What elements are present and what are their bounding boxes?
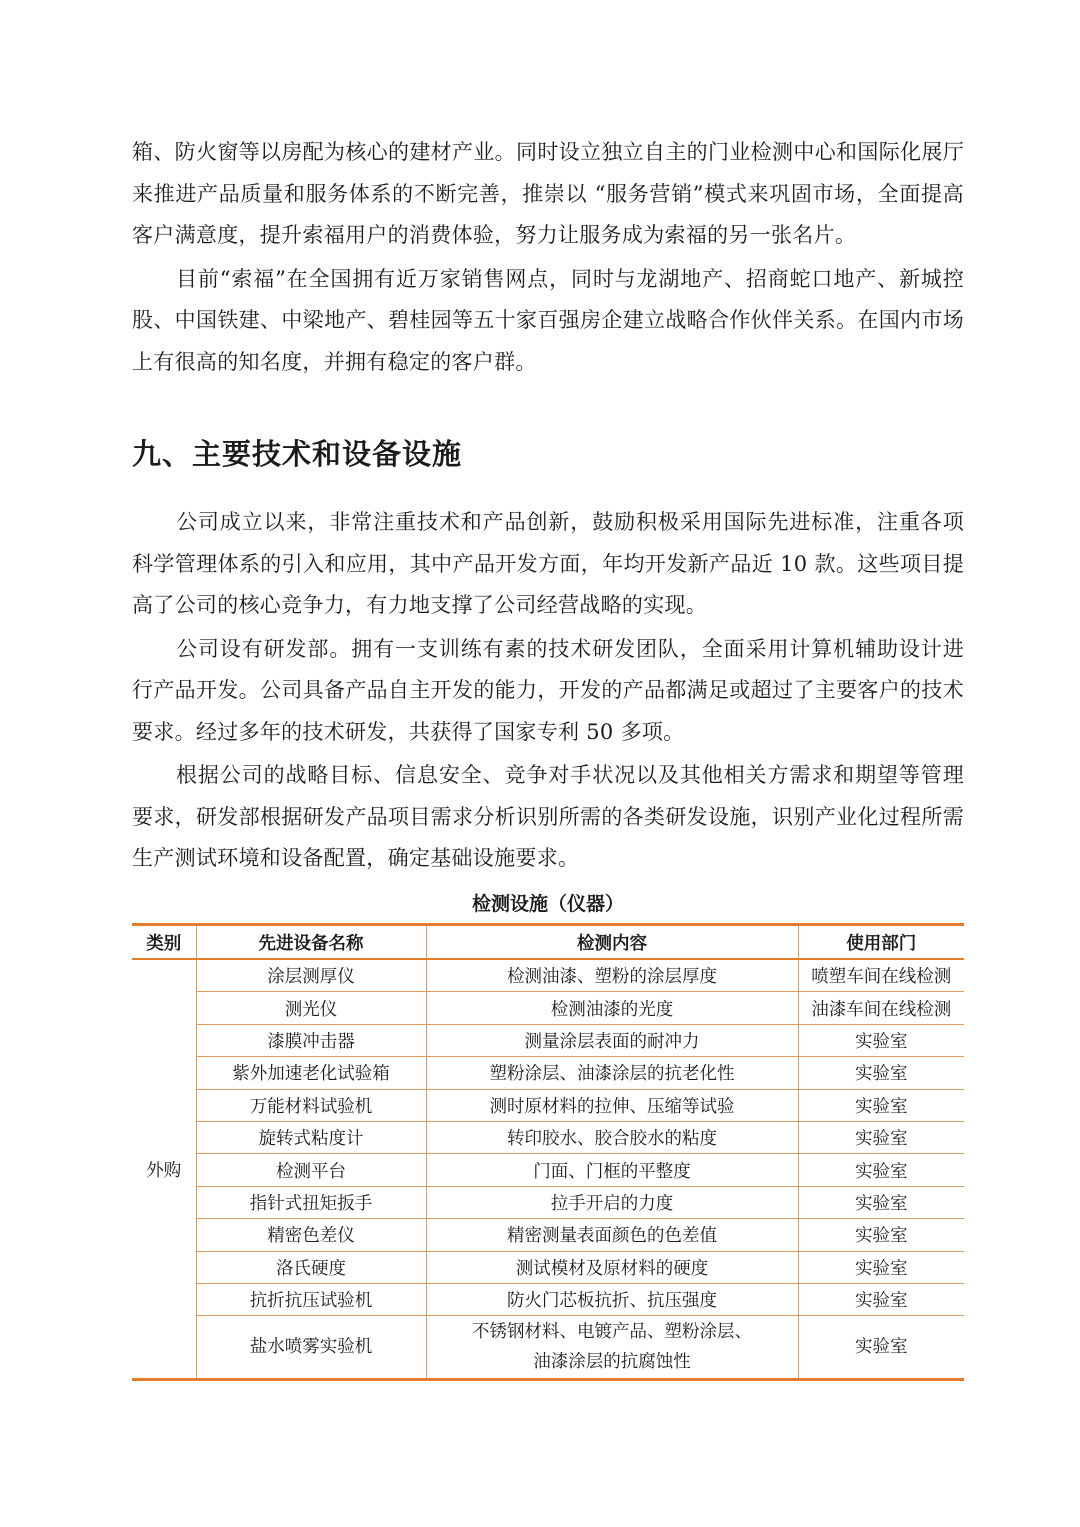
department: 实验室 <box>798 1154 964 1186</box>
test-content: 防火门芯板抗折、抗压强度 <box>426 1283 798 1315</box>
category-cell: 外购 <box>132 959 196 1380</box>
equipment-name: 涂层测厚仪 <box>196 959 426 992</box>
test-content: 测时原材料的拉伸、压缩等试验 <box>426 1089 798 1121</box>
test-content-line: 油漆涂层的抗腐蚀性 <box>533 1352 691 1373</box>
equipment-name: 洛氏硬度 <box>196 1251 426 1283</box>
test-content: 测量涂层表面的耐冲力 <box>426 1024 798 1056</box>
test-content: 检测油漆、塑粉的涂层厚度 <box>426 959 798 992</box>
paragraph: 目前“索福”在全国拥有近万家销售网点，同时与龙湖地产、招商蛇口地产、新城控股、中国铁建、中梁地产、碧桂园等五十家百强房企建立战略合作伙伴关系。在国内市场上有很高的知名度，并拥有稳定的客户群。 <box>132 266 964 374</box>
column-header: 先进设备名称 <box>196 925 426 960</box>
test-content: 测试模材及原材料的硬度 <box>426 1251 798 1283</box>
department: 实验室 <box>798 1251 964 1283</box>
table-row <box>132 1089 964 1121</box>
equipment-name: 指针式扭矩扳手 <box>196 1186 426 1218</box>
table-row <box>132 1316 964 1380</box>
table-row <box>132 1154 964 1186</box>
department: 实验室 <box>798 1089 964 1121</box>
table-row <box>132 1057 964 1089</box>
test-content: 拉手开启的力度 <box>426 1186 798 1218</box>
equipment-name: 紫外加速老化试验箱 <box>196 1057 426 1089</box>
test-content: 检测油漆的光度 <box>426 992 798 1024</box>
table-row <box>132 1251 964 1283</box>
table-row <box>132 1024 964 1056</box>
department: 实验室 <box>798 1316 964 1380</box>
department: 实验室 <box>798 1057 964 1089</box>
table-row <box>132 1186 964 1218</box>
department: 实验室 <box>798 1219 964 1251</box>
test-content: 精密测量表面颜色的色差值 <box>426 1219 798 1251</box>
paragraph: 根据公司的战略目标、信息安全、竞争对手状况以及其他相关方需求和期望等管理要求，研发部根据研发产品项目需求分析识别所需的各类研发设施，识别产业化过程所需生产测试环境和设备配置，确定基础设施要求。 <box>132 763 964 870</box>
column-header: 使用部门 <box>798 925 964 960</box>
column-header: 类别 <box>132 925 196 960</box>
equipment-name: 旋转式粘度计 <box>196 1121 426 1153</box>
department: 油漆车间在线检测 <box>798 992 964 1024</box>
instrument-table <box>132 923 964 1381</box>
table-row <box>132 1283 964 1315</box>
paragraph: 箱、防火窗等以房配为核心的建材产业。同时设立独立自主的门业检测中心和国际化展厅来推进产品质量和服务体系的不断完善，推崇以 “服务营销”模式来巩固市场，全面提高客户满意度，提升索福用户的消费体验，努力让服务成为索福的另一张名片。 <box>132 140 964 247</box>
test-content <box>426 1316 798 1380</box>
department: 实验室 <box>798 1121 964 1153</box>
test-content-line: 不锈钢材料、电镀产品、塑粉涂层、 <box>472 1322 752 1343</box>
department: 实验室 <box>798 1024 964 1056</box>
table-row <box>132 1121 964 1153</box>
table-row <box>132 1219 964 1251</box>
table-row <box>132 959 964 992</box>
table-header-row <box>132 925 964 960</box>
paragraph: 公司设有研发部。拥有一支训练有素的技术研发团队，全面采用计算机辅助设计进行产品开发。公司具备产品自主开发的能力，开发的产品都满足或超过了主要客户的技术要求。经过多年的技术研发，共获得了国家专利 50 多项。 <box>132 636 964 744</box>
paragraph: 公司成立以来，非常注重技术和产品创新，鼓励积极采用国际先进标准，注重各项科学管理体系的引入和应用，其中产品开发方面，年均开发新产品近 10 款。这些项目提高了公司的核心竞争力，有力地支撑了公司经营战略的实现。 <box>132 510 964 617</box>
equipment-name: 测光仪 <box>196 992 426 1024</box>
equipment-name: 漆膜冲击器 <box>196 1024 426 1056</box>
equipment-name: 检测平台 <box>196 1154 426 1186</box>
section-text <box>132 502 964 880</box>
test-content: 塑粉涂层、油漆涂层的抗老化性 <box>426 1057 798 1089</box>
test-content: 门面、门框的平整度 <box>426 1154 798 1186</box>
equipment-name: 盐水喷雾实验机 <box>196 1316 426 1380</box>
table-row <box>132 992 964 1024</box>
equipment-name: 精密色差仪 <box>196 1219 426 1251</box>
equipment-name: 万能材料试验机 <box>196 1089 426 1121</box>
column-header: 检测内容 <box>426 925 798 960</box>
table-caption: 检测设施（仪器） <box>471 893 624 915</box>
department: 实验室 <box>798 1186 964 1218</box>
equipment-name: 抗折抗压试验机 <box>196 1283 426 1315</box>
department: 实验室 <box>798 1283 964 1315</box>
intro-text <box>132 132 964 383</box>
department: 喷塑车间在线检测 <box>798 959 964 992</box>
section-heading: 九、主要技术和设备设施 <box>132 437 463 471</box>
test-content: 转印胶水、胶合胶水的粘度 <box>426 1121 798 1153</box>
